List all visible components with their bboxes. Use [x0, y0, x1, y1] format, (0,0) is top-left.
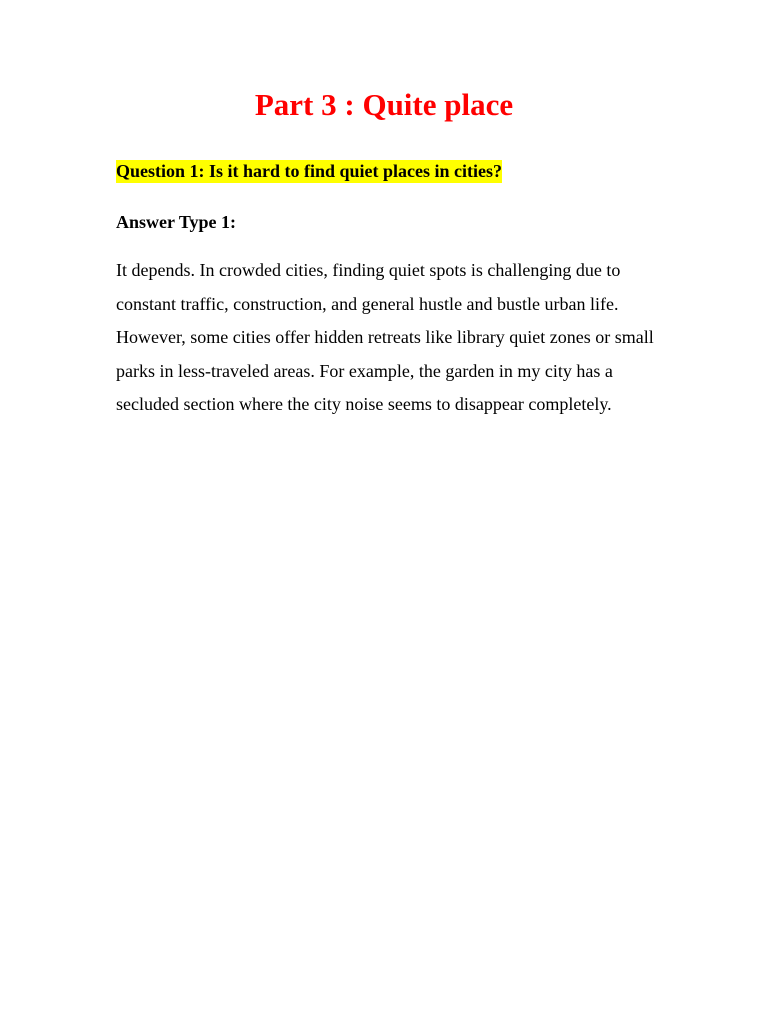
question-highlight: Question 1: Is it hard to find quiet places in cities?	[116, 161, 503, 181]
answer-paragraph: It depends. In crowded cities, finding quiet spots is challenging due to constant traffic, construction, and general hustle and bustle urban life. However, some cities offer hidden retreats like library quiet zones or small parks in less-traveled areas. For example, the garden in my city has a secluded section where the city noise seems to disappear completely.	[116, 260, 654, 415]
page-title: Part 3 : Quite place	[254, 87, 514, 122]
answer-label: Answer Type 1:	[116, 212, 237, 232]
question-heading	[116, 158, 502, 184]
